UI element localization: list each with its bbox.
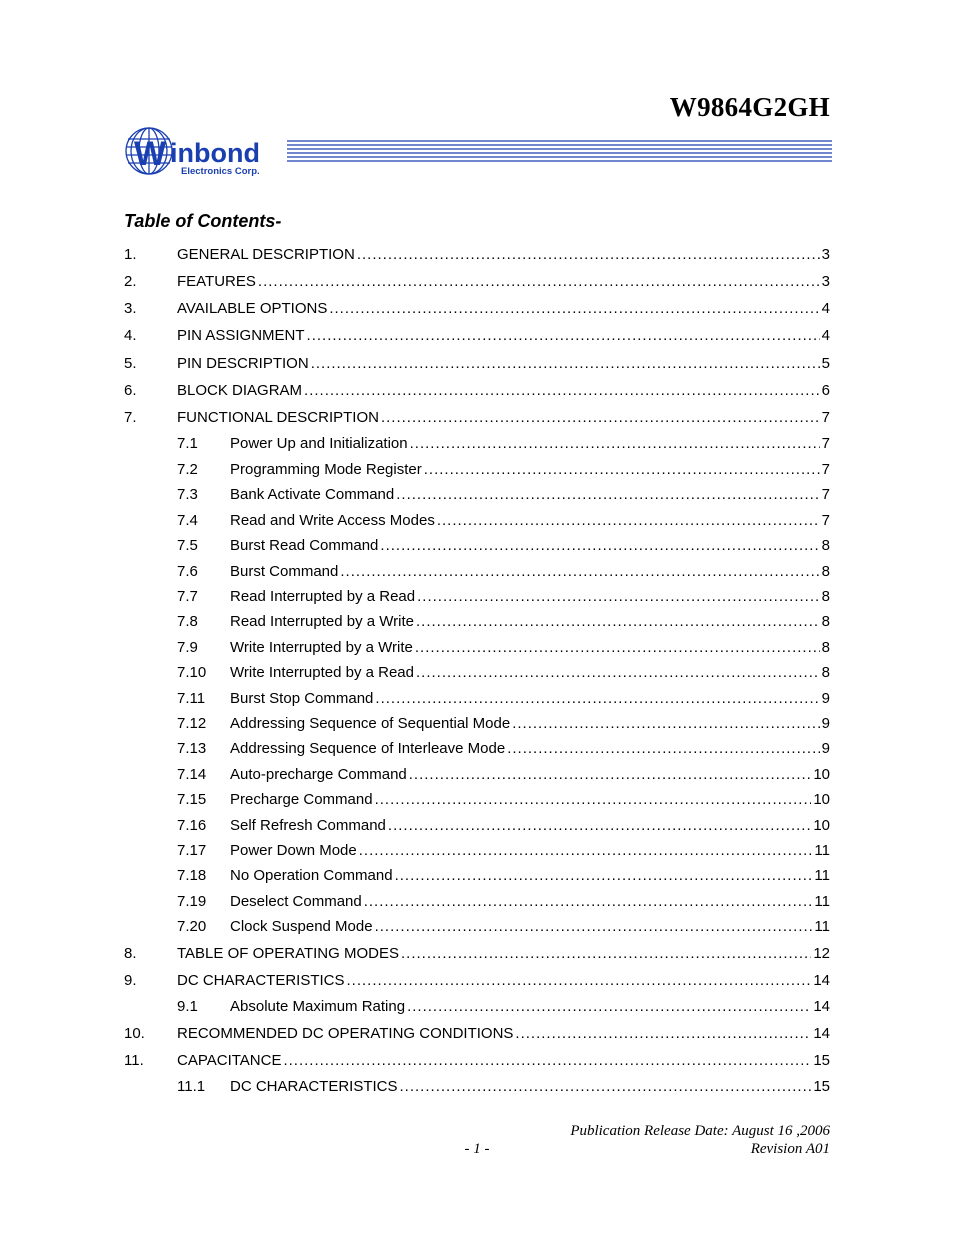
dot-leader [375,917,813,937]
toc-entry-page[interactable]: 8 [821,613,830,630]
dot-leader [304,381,820,401]
toc-entry-line [230,1077,830,1097]
dot-leader [364,892,813,912]
toc-entry-page[interactable]: 5 [821,355,830,372]
toc-entry-line [230,511,830,531]
toc-entry-number: 7.17 [177,842,207,859]
toc-entry-page[interactable]: 11 [814,918,830,935]
toc-entry-line [230,536,830,556]
toc-entry-title[interactable]: DC CHARACTERISTICS [230,1078,398,1095]
toc-entry-page[interactable]: 7 [821,409,830,426]
toc-entry-title[interactable]: Addressing Sequence of Interleave Mode [230,740,506,757]
toc-entry-title[interactable]: CAPACITANCE [177,1052,282,1069]
toc-entry[interactable] [124,1077,830,1097]
toc-entry-number: 7.12 [177,715,207,732]
toc-entry[interactable] [124,689,830,709]
toc-entry[interactable] [124,997,830,1017]
dot-leader [329,299,819,319]
toc-entry-title[interactable]: Absolute Maximum Rating [230,998,406,1015]
toc-entry-page[interactable]: 10 [813,817,830,834]
dot-leader [347,971,812,991]
toc-entry-line [230,434,830,454]
toc-entry-title[interactable]: GENERAL DESCRIPTION [177,246,355,263]
toc-entry[interactable] [124,587,830,607]
toc-entry[interactable] [124,299,830,319]
toc-entry-page[interactable]: 11 [814,893,830,910]
toc-entry-line [230,790,830,810]
toc-entry-page[interactable]: 4 [821,300,830,317]
dot-leader [437,511,820,531]
toc-entry-title[interactable]: Write Interrupted by a Read [230,664,414,681]
toc-entry[interactable] [124,460,830,480]
toc-entry-title[interactable]: AVAILABLE OPTIONS [177,300,328,317]
dot-leader [507,739,819,759]
dot-leader [417,587,820,607]
toc-entry-line [177,272,830,292]
toc-entry[interactable] [124,1024,830,1044]
toc-entry-title[interactable]: Power Up and Initialization [230,435,408,452]
dot-leader [407,997,811,1017]
toc-entry-number: 7.20 [177,918,207,935]
toc-entry-page[interactable]: 9 [821,690,830,707]
dot-leader [380,536,819,556]
toc-entry-page[interactable]: 7 [821,435,830,452]
toc-entry-page[interactable]: 11 [814,842,830,859]
toc-entry-page[interactable]: 15 [813,1052,830,1069]
toc-entry-title[interactable]: Bank Activate Command [230,486,395,503]
toc-entry[interactable] [124,765,830,785]
dot-leader [258,272,820,292]
toc-entry-line [230,765,830,785]
toc-entry[interactable] [124,434,830,454]
toc-entry-number: 7.15 [177,791,207,808]
toc-entry-page[interactable]: 8 [821,537,830,554]
toc-entry-page[interactable]: 9 [821,740,830,757]
toc-entry-number: 7.7 [177,588,198,605]
toc-entry-page[interactable]: 6 [821,382,830,399]
toc-entry-number: 7. [124,409,137,426]
toc-entry-page[interactable]: 3 [821,246,830,263]
toc-entry-title[interactable]: Clock Suspend Mode [230,918,373,935]
toc-entry-title[interactable]: Burst Command [230,563,339,580]
toc-entry[interactable] [124,272,830,292]
toc-entry-number: 7.1 [177,435,198,452]
toc-entry-title[interactable]: Read and Write Access Modes [230,512,435,529]
toc-entry-number: 4. [124,327,137,344]
toc-entry-page[interactable]: 4 [821,327,830,344]
dot-leader [357,245,820,265]
toc-entry-number: 7.9 [177,639,198,656]
toc-entry-number: 7.3 [177,486,198,503]
toc-entry-line [230,816,830,836]
toc-entry-page[interactable]: 7 [821,486,830,503]
toc-entry-number: 7.14 [177,766,207,783]
toc-entry-page[interactable]: 10 [813,766,830,783]
toc-entry-page[interactable]: 7 [821,461,830,478]
toc-entry[interactable] [124,917,830,937]
toc-entry-title[interactable]: Burst Stop Command [230,690,374,707]
dot-leader [375,689,819,709]
toc-entry-line [230,587,830,607]
dot-leader [311,354,820,374]
toc-entry-number: 11.1 [177,1078,206,1095]
toc-entry[interactable] [124,638,830,658]
publication-date: Publication Release Date: August 16 ,2006 [570,1123,830,1139]
dot-leader [359,841,813,861]
dot-leader [515,1024,811,1044]
toc-entry[interactable] [124,816,830,836]
dot-leader [375,790,812,810]
toc-entry-line [230,612,830,632]
toc-entry-line [177,1024,830,1044]
toc-entry-page[interactable]: 8 [821,639,830,656]
toc-entry-line [177,326,830,346]
toc-entry[interactable] [124,944,830,964]
toc-entry-line [230,663,830,683]
toc-entry-page[interactable]: 9 [821,715,830,732]
toc-entry-page[interactable]: 11 [814,867,830,884]
toc-entry-page[interactable]: 14 [813,998,830,1015]
toc-entry-page[interactable]: 7 [821,512,830,529]
toc-entry-number: 7.10 [177,664,207,681]
toc-entry-line [230,841,830,861]
dot-leader [415,638,820,658]
toc-entry-line [230,892,830,912]
toc-entry-title[interactable]: No Operation Command [230,867,393,884]
toc-entry-number: 10. [124,1025,145,1042]
toc-entry[interactable] [124,663,830,683]
toc-entry[interactable] [124,381,830,401]
toc-entry-line [177,245,830,265]
toc-entry-title[interactable]: Deselect Command [230,893,362,910]
toc-entry-number: 1. [124,246,137,263]
toc-entry-number: 11. [124,1052,144,1069]
revision: Revision A01 [750,1141,830,1157]
toc-entry-number: 7.5 [177,537,198,554]
dot-leader [416,612,820,632]
toc-entry[interactable] [124,511,830,531]
toc-entry-line [177,299,830,319]
toc-entry-number: 6. [124,382,137,399]
toc-entry[interactable] [124,892,830,912]
toc-entry-title[interactable]: PIN ASSIGNMENT [177,327,305,344]
toc-entry-title[interactable]: Addressing Sequence of Sequential Mode [230,715,511,732]
dot-leader [409,765,812,785]
toc-entry-number: 7.4 [177,512,198,529]
dot-leader [283,1051,811,1071]
toc-entry[interactable] [124,714,830,734]
dot-leader [400,1077,812,1097]
toc-entry-number: 7.8 [177,613,198,630]
toc-entry-number: 7.13 [177,740,207,757]
toc-entry[interactable] [124,326,830,346]
toc-entry-number: 5. [124,355,137,372]
toc-entry-title[interactable]: Power Down Mode [230,842,357,859]
toc-entry-line [177,354,830,374]
toc-entry-title[interactable]: Auto-precharge Command [230,766,407,783]
toc-entry-title[interactable]: TABLE OF OPERATING MODES [177,945,399,962]
toc-entry[interactable] [124,739,830,759]
toc-entry-line [177,971,830,991]
dot-leader [340,562,819,582]
toc-entry-number: 7.16 [177,817,207,834]
toc-entry-title[interactable]: FEATURES [177,273,256,290]
toc-entry-number: 7.11 [177,690,206,707]
logo-wordmark: inbond [170,138,260,168]
toc-entry-title[interactable]: Self Refresh Command [230,817,386,834]
toc-entry-line [230,689,830,709]
toc-entry[interactable] [124,612,830,632]
page-number: - 1 - [464,1141,490,1157]
toc-entry[interactable] [124,971,830,991]
dot-leader [381,408,820,428]
toc-entry-line [230,562,830,582]
toc-entry-line [230,739,830,759]
toc-entry-number: 3. [124,300,137,317]
toc-entry-number: 7.18 [177,867,207,884]
toc-entry-page[interactable]: 12 [813,945,830,962]
dot-leader [388,816,811,836]
dot-leader [512,714,819,734]
toc-entry-page[interactable]: 10 [813,791,830,808]
toc-entry[interactable] [124,536,830,556]
toc-entry-number: 7.19 [177,893,207,910]
toc-entry-line [230,917,830,937]
dot-leader [410,434,820,454]
toc-entry-title[interactable]: BLOCK DIAGRAM [177,382,303,399]
toc-entry-number: 7.6 [177,563,198,580]
toc-entry-page[interactable]: 8 [821,563,830,580]
toc-entry-line [230,638,830,658]
toc-entry-number: 7.2 [177,461,198,478]
toc-entry-title[interactable]: DC CHARACTERISTICS [177,972,345,989]
dot-leader [307,326,820,346]
toc-entry-line [177,944,830,964]
toc-entry-title[interactable]: Read Interrupted by a Read [230,588,416,605]
toc-entry-title[interactable]: RECOMMENDED DC OPERATING CONDITIONS [177,1025,514,1042]
toc-entry-line [177,1051,830,1071]
logo-subtitle: Electronics Corp. [181,166,260,177]
dot-leader [424,460,820,480]
toc-entry[interactable] [124,354,830,374]
toc-entry-title[interactable]: Programming Mode Register [230,461,422,478]
toc-entry-page[interactable]: 3 [821,273,830,290]
toc-entry-title[interactable]: Write Interrupted by a Write [230,639,413,656]
toc-entry-number: 2. [124,273,137,290]
toc-entry[interactable] [124,866,830,886]
toc-entry-page[interactable]: 8 [821,664,830,681]
toc-entry-number: 9.1 [177,998,198,1015]
toc-entry[interactable] [124,841,830,861]
toc-entry-line [230,485,830,505]
toc-entry-line [177,381,830,401]
toc-entry[interactable] [124,790,830,810]
toc-entry-page[interactable]: 8 [821,588,830,605]
toc-entry-page[interactable]: 14 [813,972,830,989]
part-number: W9864G2GH [669,92,830,122]
toc-title: Table of Contents- [124,211,282,231]
toc-entry-line [230,714,830,734]
toc-entry-page[interactable]: 14 [813,1025,830,1042]
toc-entry-title[interactable]: Burst Read Command [230,537,379,554]
toc-entry-title[interactable]: Read Interrupted by a Write [230,613,414,630]
dot-leader [395,866,813,886]
dot-leader [416,663,820,683]
toc-entry-title[interactable]: Precharge Command [230,791,373,808]
toc-entry-line [177,408,830,428]
toc-entry-number: 8. [124,945,137,962]
toc-entry[interactable] [124,562,830,582]
toc-entry-title[interactable]: PIN DESCRIPTION [177,355,309,372]
dot-leader [396,485,819,505]
toc-entry-line [230,866,830,886]
toc-entry-number: 9. [124,972,137,989]
toc-entry[interactable] [124,485,830,505]
toc-entry[interactable] [124,1051,830,1071]
toc-entry[interactable] [124,245,830,265]
toc-entry-line [230,997,830,1017]
toc-entry-page[interactable]: 15 [813,1078,830,1095]
toc-entry[interactable] [124,408,830,428]
dot-leader [401,944,811,964]
toc-entry-title[interactable]: FUNCTIONAL DESCRIPTION [177,409,379,426]
logo-w-glyph: W [134,135,167,173]
toc-entry-line [230,460,830,480]
